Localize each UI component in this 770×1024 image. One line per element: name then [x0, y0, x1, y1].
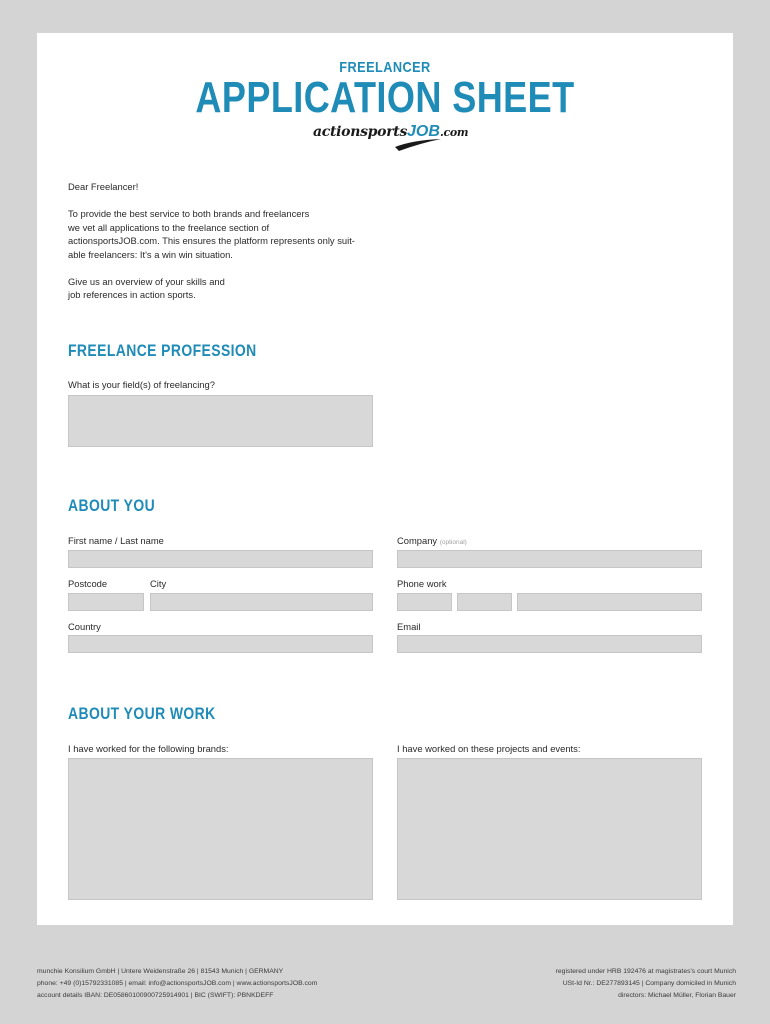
- footer-line: munchie Konsilium GmbH | Untere Weidenstraße 26 | 81543 Munich | GERMANY: [37, 968, 284, 975]
- section-title-about-you: ABOUT YOU: [68, 496, 156, 515]
- footer-registration-info: [556, 966, 736, 1002]
- intro-line: job references in action sports.: [68, 289, 196, 300]
- footer-line: registered under HRB 192476 at magistrates's court Munich: [555, 968, 736, 975]
- projects-label: I have worked on these projects and events:: [397, 743, 581, 754]
- actionsportsjob-logo: [313, 123, 469, 151]
- footer-line: phone: +49 (0)15792331085 | email: info@actionsportsJOB.com | www.actionsportsJOB.com: [37, 980, 318, 987]
- phone-area-code-field[interactable]: [457, 593, 512, 611]
- profession-question: What is your field(s) of freelancing?: [68, 379, 215, 390]
- brands-label: I have worked for the following brands:: [68, 743, 229, 754]
- country-field[interactable]: [68, 635, 373, 653]
- header-title: APPLICATION SHEET: [195, 73, 575, 122]
- profession-field[interactable]: [68, 395, 373, 447]
- phone-number-field[interactable]: [517, 593, 702, 611]
- intro-line: actionsportsJOB.com. This ensures the platform represents only suit-: [68, 235, 355, 246]
- intro-paragraph-2: [68, 275, 378, 302]
- country-label: Country: [68, 621, 101, 632]
- postcode-field[interactable]: [68, 593, 144, 611]
- phone-country-code-field[interactable]: [397, 593, 452, 611]
- logo-accent: JOB: [407, 123, 440, 140]
- intro-paragraph-1: [68, 207, 378, 261]
- name-label: First name / Last name: [68, 535, 164, 546]
- name-field[interactable]: [68, 550, 373, 568]
- city-field[interactable]: [150, 593, 373, 611]
- city-label: City: [150, 578, 167, 589]
- section-title-profession: FREELANCE PROFESSION: [68, 341, 257, 360]
- intro-line: we vet all applications to the freelance section of: [68, 221, 270, 233]
- intro-line: Give us an overview of your skills and: [68, 275, 225, 287]
- postcode-label: Postcode: [68, 578, 108, 589]
- email-label: Email: [397, 621, 421, 632]
- company-label: [397, 535, 467, 546]
- intro-line: able freelancers: It's a win win situation.: [68, 248, 233, 260]
- logo-suffix: .com: [439, 126, 469, 139]
- footer-line: directors: Michael Müller, Florian Bauer: [618, 992, 736, 999]
- application-sheet: [37, 33, 733, 925]
- section-title-about-work: ABOUT YOUR WORK: [68, 704, 216, 723]
- company-field[interactable]: [397, 550, 702, 568]
- company-label-text: Company: [397, 535, 438, 546]
- intro-text: [68, 180, 378, 315]
- email-field[interactable]: [397, 635, 702, 653]
- company-optional-note: (optional): [439, 539, 467, 546]
- projects-field[interactable]: [397, 758, 702, 900]
- header-kicker: FREELANCER: [339, 59, 431, 76]
- phone-label: Phone work: [397, 578, 447, 589]
- intro-line: To provide the best service to both brands and freelancers: [68, 208, 310, 219]
- footer-line: account details IBAN: DE05860100900725914901 | BIC (SWIFT): PBNKDEFF: [37, 992, 274, 999]
- footer-line: USt-Id Nr.: DE277893145 | Company domiciled in Munich: [562, 980, 736, 987]
- logo-swoosh-icon: [313, 137, 463, 153]
- logo-main: actionsports: [313, 124, 408, 140]
- brands-field[interactable]: [68, 758, 373, 900]
- intro-greeting: Dear Freelancer!: [68, 181, 139, 192]
- footer-company-info: [37, 966, 317, 1002]
